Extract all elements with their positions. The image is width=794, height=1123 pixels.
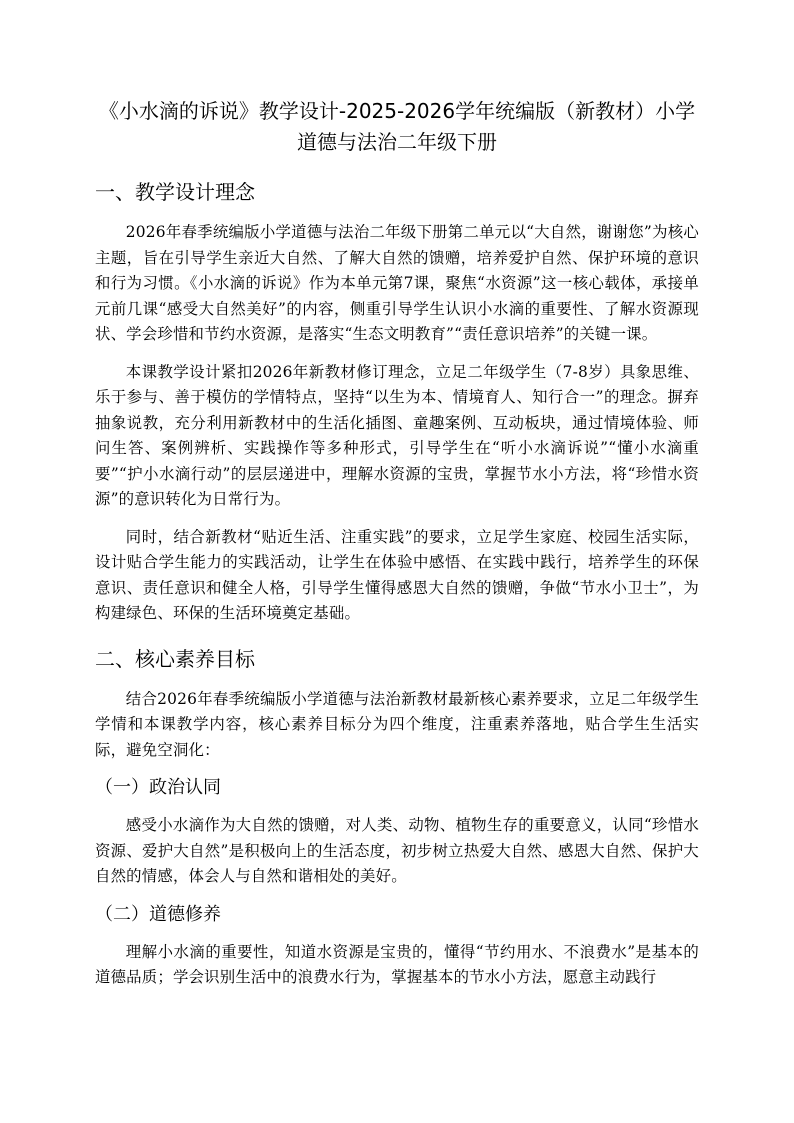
subsection-heading-political-identity: （一）政治认同 [95, 777, 221, 798]
paragraph: 本课教学设计紧扣2026年新教材修订理念，立足二年级学生（7-8岁）具象思维、乐于参与、善于模仿的学情特点，坚持“以生为本、情境育人、知行合一”的理念。摒弃抽象说教，充分利用新教材中的生活化插图、童趣案例、互动板块，通过情境体验、师问生答、案例辨析、实践操作等多种形式，引导学生在“听小水滴诉说”“懂小水滴重要”“护小水滴行动”的层层递进中，理解水资源的宝贵，掌握节水小方法，将“珍惜水资源”的意识转化为日常行为。 [95, 362, 699, 508]
paragraph: 同时，结合新教材“贴近生活、注重实践”的要求，立足学生家庭、校园生活实际，设计贴合学生能力的实践活动，让学生在体验中感悟、在实践中践行，培养学生的环保意识、责任意识和健全人格，引导学生懂得感恩大自然的馈赠，争做“节水小卫士”，为构建绿色、环保的生活环境奠定基础。 [95, 527, 699, 622]
document-page [95, 96, 699, 1003]
section-heading-core-goals: 二、核心素养目标 [95, 646, 255, 671]
paragraph: 结合2026年春季统编版小学道德与法治新教材最新核心素养要求，立足二年级学生学情和本课教学内容，核心素养目标分为四个维度，注重素养落地，贴合学生生活实际，避免空洞化： [95, 689, 699, 759]
paragraph: 2026年春季统编版小学道德与法治二年级下册第二单元以“大自然，谢谢您”为核心主题，旨在引导学生亲近大自然、了解大自然的馈赠，培养爱护自然、保护环境的意识和行为习惯。《小水滴的诉说》作为本单元第7课，聚焦“水资源”这一核心载体，承接单元前几课“感受大自然美好”的内容，侧重引导学生认识小水滴的重要性、了解水资源现状、学会珍惜和节约水资源，是落实“生态文明教育”“责任意识培养”的关键一课。 [95, 223, 699, 343]
paragraph: 理解小水滴的重要性，知道水资源是宝贵的，懂得“节约用水、不浪费水”是基本的道德品质；学会识别生活中的浪费水行为，掌握基本的节水小方法，愿意主动践行 [95, 942, 699, 986]
subsection-heading-moral-cultivation: （二）道德修养 [95, 903, 221, 925]
paragraph: 感受小水滴作为大自然的馈赠，对人类、动物、植物生存的重要意义，认同“珍惜水资源、爱护大自然”是积极向上的生活态度，初步树立热爱大自然、感恩大自然、保护大自然的情感，体会人与自然和谐相处的美好。 [95, 816, 699, 885]
section-heading-design-concept: 一、教学设计理念 [95, 180, 255, 204]
document-title: 《小水滴的诉说》教学设计-2025-2026学年统编版（新教材）小学道德与法治二年级下册 [98, 99, 696, 154]
